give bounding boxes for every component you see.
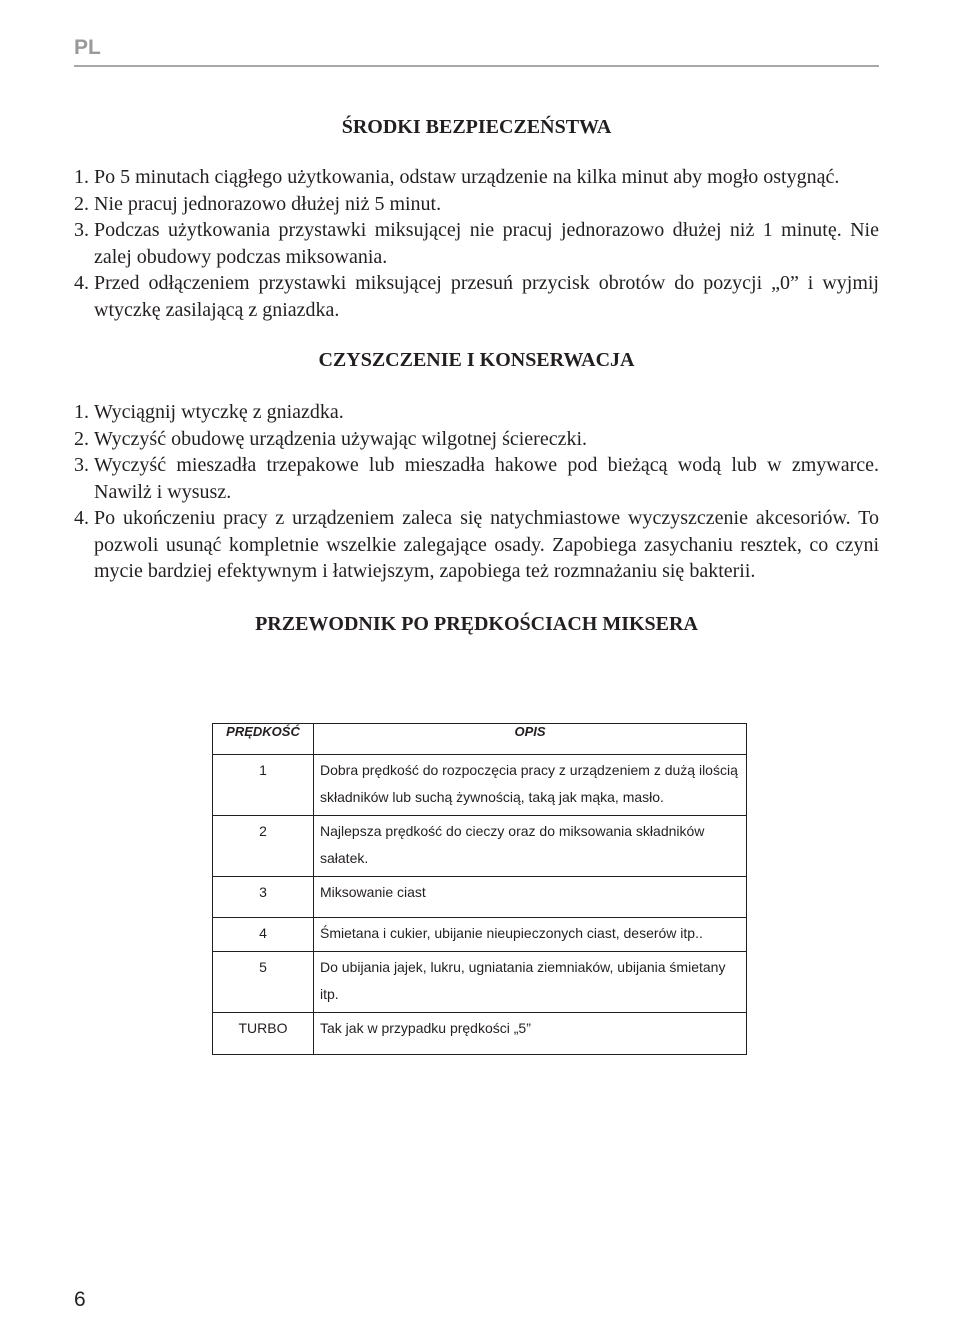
main-content: [74, 112, 879, 639]
safety-title: ŚRODKI BEZPIECZEŃSTWA: [341, 116, 612, 138]
table-header-row: [213, 724, 747, 755]
cleaning-item: 4. Po ukończeniu pracy z urządzeniem zaleca się natychmiastowe wyczyszczenie akcesoriów. To pozwoli usunąć kompletnie wszelkie zalegające osady. Zapobiega zasychaniu resztek, co czyni mycie bardziej efektywnym i łatwiejszym, zapobiega też rozmnażaniu się bakterii.: [74, 507, 879, 582]
speed-guide-title: PRZEWODNIK PO PRĘDKOŚCIACH MIKSERA: [255, 612, 698, 635]
safety-item: 1. Po 5 minutach ciągłego użytkowania, odstaw urządzenie na kilka minut aby mogło ostygnąć.: [74, 166, 840, 188]
description-cell: Najlepsza prędkość do cieczy oraz do miksowania składników sałatek.: [314, 816, 747, 877]
table-row: [213, 755, 747, 816]
safety-list: [74, 164, 879, 323]
language-code: PL: [74, 36, 101, 59]
safety-item: 2. Nie pracuj jednorazowo dłużej niż 5 minut.: [74, 192, 442, 215]
description-cell: Tak jak w przypadku prędkości „5”: [314, 1013, 747, 1055]
safety-item: 4. Przed odłączeniem przystawki miksującej przesuń przycisk obrotów do pozycji „0” i wyjmij wtyczkę zasilającą z gniazdka.: [74, 272, 879, 321]
header-divider: [74, 65, 879, 67]
cleaning-list: [74, 399, 879, 585]
description-cell: Miksowanie ciast: [314, 877, 747, 918]
speed-cell: TURBO: [213, 1013, 314, 1055]
cleaning-item: 2. Wyczyść obudowę urządzenia używając wilgotnej ściereczki.: [74, 427, 588, 450]
speed-cell: 1: [213, 755, 314, 816]
page-number: 6: [74, 1288, 86, 1311]
speed-cell: 5: [213, 952, 314, 1013]
description-cell: Dobra prędkość do rozpoczęcia pracy z urządzeniem z dużą ilością składników lub suchą żywnością, taką jak mąka, masło.: [314, 755, 747, 816]
speed-cell: 2: [213, 816, 314, 877]
table-row: [213, 952, 747, 1013]
table-row: [213, 816, 747, 877]
speed-cell: 4: [213, 918, 314, 952]
table-row: [213, 1013, 747, 1055]
safety-item: 3. Podczas użytkowania przystawki miksującej nie pracuj jednorazowo dłużej niż 1 minutę. Nie zalej obudowy podczas miksowania.: [74, 219, 879, 268]
table-row: [213, 918, 747, 952]
description-cell: Do ubijania jajek, lukru, ugniatania ziemniaków, ubijania śmietany itp.: [314, 952, 747, 1013]
cleaning-item: 3. Wyczyść mieszadła trzepakowe lub mieszadła hakowe pod bieżącą wodą lub w zmywarce. Nawilż i wysusz.: [74, 454, 879, 503]
cleaning-item: 1. Wyciągnij wtyczkę z gniazdka.: [74, 401, 344, 423]
speed-column-header: PRĘDKOŚĆ: [213, 724, 314, 755]
speed-cell: 3: [213, 877, 314, 918]
table-row: [213, 877, 747, 918]
description-cell: Śmietana i cukier, ubijanie nieupieczonych ciast, deserów itp..: [314, 918, 747, 952]
cleaning-title: CZYSZCZENIE I KONSERWACJA: [318, 349, 635, 371]
speed-table: [212, 723, 747, 1055]
description-column-header: OPIS: [314, 724, 747, 755]
